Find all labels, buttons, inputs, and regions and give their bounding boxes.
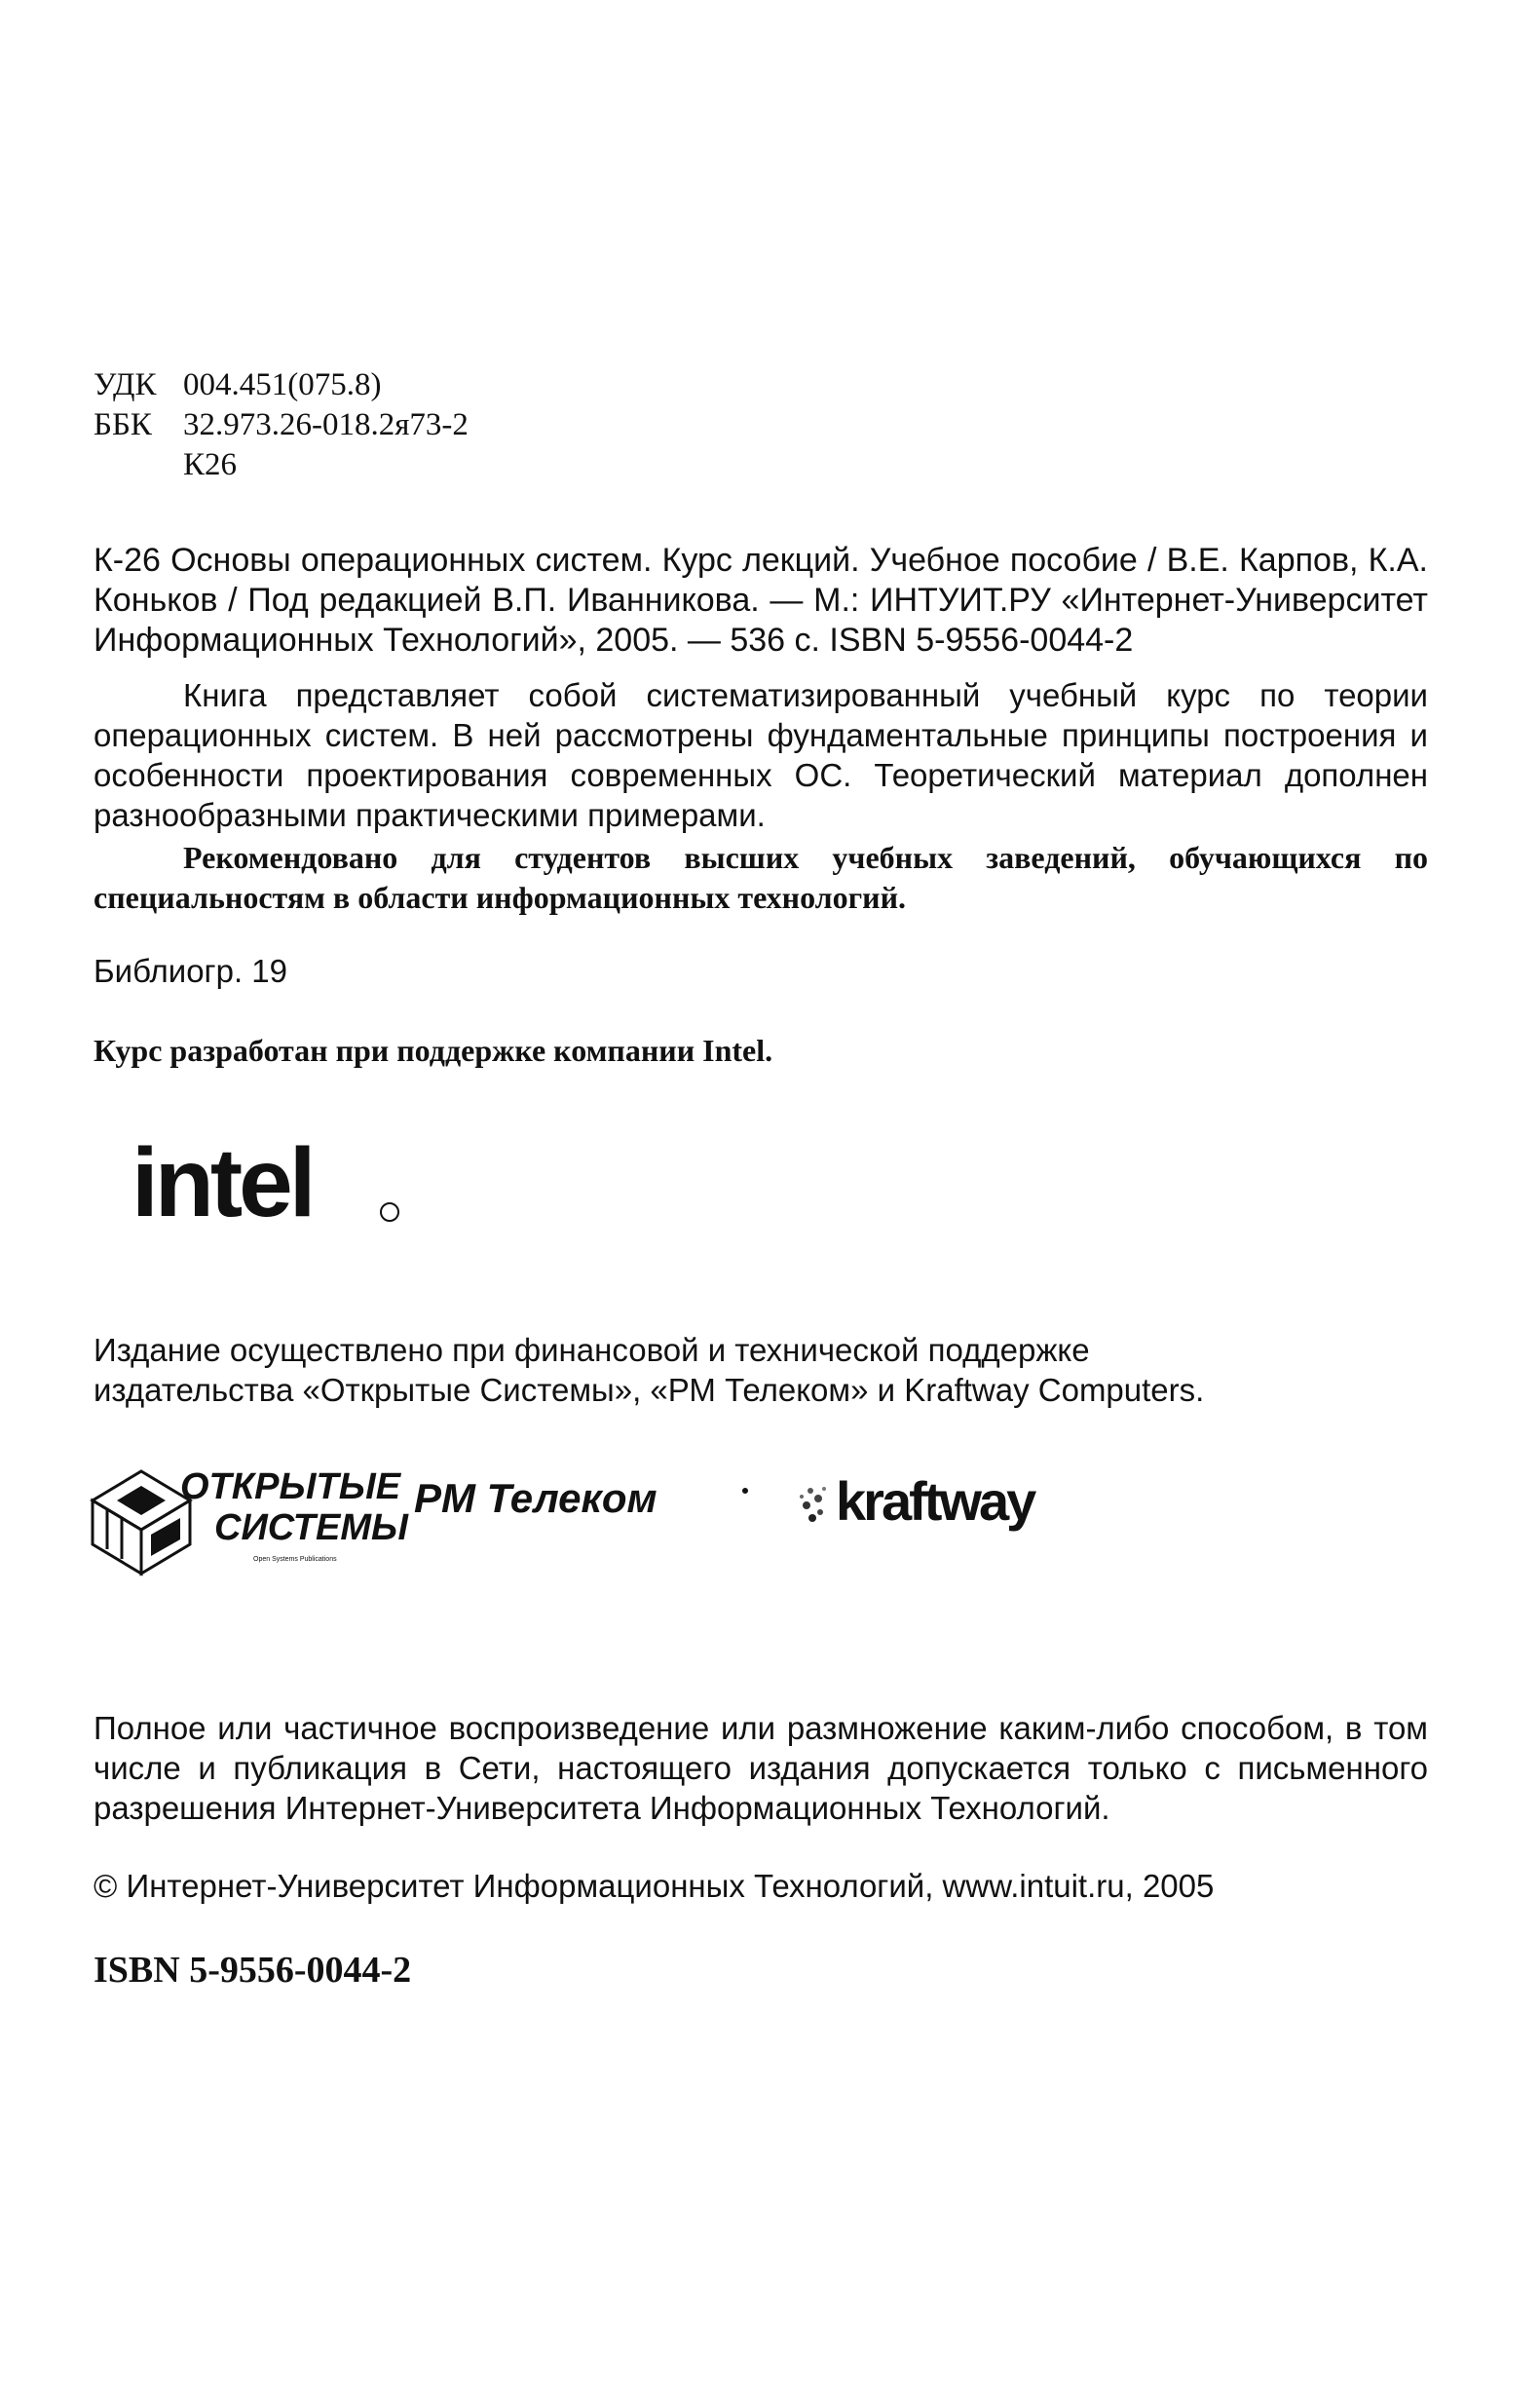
bbk-row	[94, 405, 469, 445]
cube-icon	[93, 1471, 190, 1574]
open-systems-line-1: ОТКРЫТЫЕ	[180, 1466, 401, 1507]
open-systems-line-2: СИСТЕМЫ	[214, 1507, 408, 1548]
kraftway-logo: kraftway	[836, 1470, 1034, 1532]
isbn: ISBN 5-9556-0044-2	[94, 1950, 412, 1991]
copyright-line: © Интернет-Университет Информационных Технологий, www.intuit.ru, 2005	[94, 1868, 1215, 1904]
partner-logos	[88, 1452, 1110, 1588]
open-systems-logo	[93, 1466, 409, 1574]
annotation	[94, 675, 1428, 835]
registered-mark-icon	[381, 1203, 398, 1221]
author-mark: К26	[183, 447, 238, 482]
udk-row	[94, 365, 469, 405]
classification-block	[94, 365, 469, 485]
udk-value: 004.451(075.8)	[183, 367, 382, 402]
intel-logo-text: intel	[131, 1128, 313, 1237]
annotation-text: Книга представляет собой систематизированный учебный курс по теории операционных систем. В ней рассмотрены фундаментальные принципы построения и особенности проектирования современных ОС. Теоретический материал дополнен разнообразными практическими примерами.	[94, 677, 1428, 833]
publishing-support-line-2: издательства «Открытые Системы», «РМ Телеком» и Kraftway Computers.	[94, 1372, 1205, 1408]
rm-telecom-dot-icon	[742, 1488, 748, 1494]
open-systems-subtitle: Open Systems Publications	[253, 1556, 337, 1563]
rights-notice: Полное или частичное воспроизведение или размножение каким-либо способом, в том числе и публикация в Сети, настоящего издания допускается только с письменного разрешения Интернет-Университета Информационных Технологий.	[94, 1710, 1428, 1826]
udk-label: УДК	[94, 367, 157, 402]
intel-logo	[127, 1111, 419, 1257]
support-note: Курс разработан при поддержке компании Intel.	[94, 1033, 773, 1068]
publishing-support	[94, 1330, 1360, 1410]
recommendation: Рекомендовано для студентов высших учебных заведений, обучающихся по специальностям в области информационных технологий.	[94, 840, 1428, 915]
bbk-value: 32.973.26-018.2я73-2	[183, 407, 469, 442]
bbk-label: ББК	[94, 407, 152, 442]
bibliographic-record: К-26 Основы операционных систем. Курс лекций. Учебное пособие / В.Е. Карпов, К.А. Коньков / Под редакцией В.П. Иванникова. — М.: ИНТУИТ.РУ «Интернет-Университет Информационных Технологий», 2005. — 536 с. ISBN 5-9556-0044-2	[94, 542, 1428, 659]
kraftway-swirl-icon	[800, 1487, 826, 1522]
bibliography-count: Библиогр. 19	[94, 953, 287, 989]
rm-telecom-logo: РМ Телеком	[414, 1475, 657, 1521]
publishing-support-line-1: Издание осуществлено при финансовой и технической поддержке	[94, 1332, 1090, 1368]
